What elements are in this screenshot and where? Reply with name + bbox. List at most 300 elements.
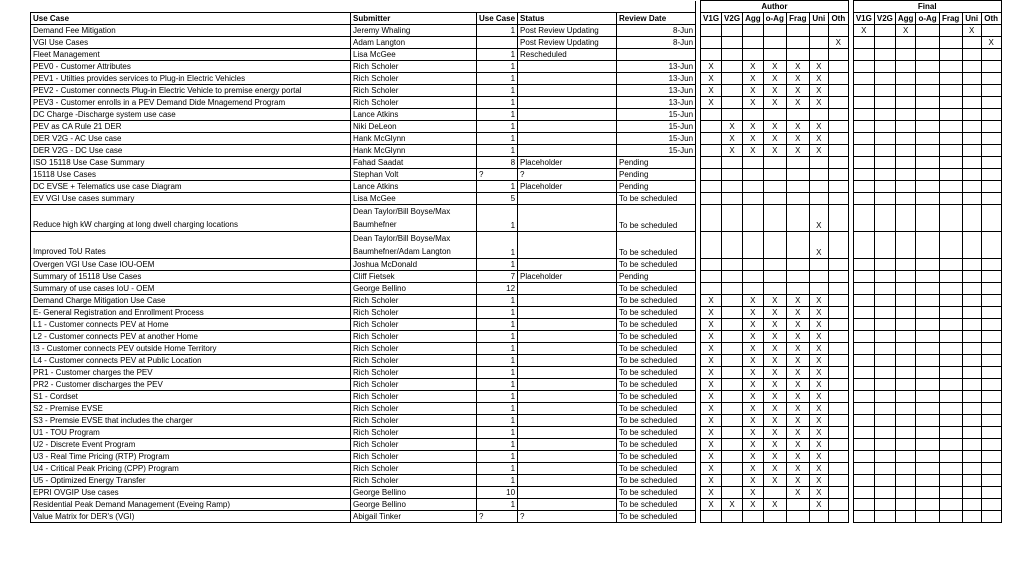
final-mark-cell bbox=[939, 403, 962, 415]
status-cell bbox=[518, 73, 617, 85]
table-row bbox=[31, 331, 1002, 343]
author-mark-cell bbox=[786, 25, 809, 37]
submitter-cell: Rich Scholer bbox=[351, 307, 477, 319]
final-mark-cell bbox=[981, 451, 1001, 463]
review-date-cell bbox=[617, 49, 696, 61]
final-mark-cell bbox=[895, 499, 916, 511]
author-mark-cell: X bbox=[809, 97, 828, 109]
author-mark-cell: X bbox=[763, 331, 786, 343]
final-mark-cell bbox=[895, 121, 916, 133]
author-mark-cell bbox=[809, 259, 828, 271]
final-mark-cell bbox=[874, 451, 895, 463]
final-mark-cell bbox=[874, 295, 895, 307]
final-mark-cell bbox=[874, 271, 895, 283]
submitter-cell: Lance Atkins bbox=[351, 181, 477, 193]
author-mark-cell: X bbox=[743, 367, 764, 379]
table-row bbox=[31, 451, 1002, 463]
author-mark-cell: X bbox=[743, 61, 764, 73]
author-col-header: V2G bbox=[722, 13, 743, 25]
status-cell: Placeholder bbox=[518, 181, 617, 193]
review-date-cell: To be scheduled bbox=[617, 205, 696, 232]
use-case-count-cell: 1 bbox=[477, 499, 518, 511]
author-mark-cell: X bbox=[763, 61, 786, 73]
status-cell bbox=[518, 319, 617, 331]
use-case-count-cell: 1 bbox=[477, 109, 518, 121]
submitter-cell: Joshua McDonald bbox=[351, 259, 477, 271]
author-mark-cell: X bbox=[786, 85, 809, 97]
final-mark-cell bbox=[916, 109, 939, 121]
author-mark-cell: X bbox=[701, 415, 722, 427]
final-mark-cell bbox=[962, 37, 981, 49]
author-mark-cell bbox=[722, 343, 743, 355]
status-cell bbox=[518, 367, 617, 379]
final-mark-cell bbox=[962, 205, 981, 232]
final-mark-cell bbox=[895, 403, 916, 415]
submitter-cell: Rich Scholer bbox=[351, 355, 477, 367]
final-mark-cell bbox=[939, 49, 962, 61]
author-mark-cell bbox=[828, 415, 848, 427]
final-col-header: Frag bbox=[939, 13, 962, 25]
final-mark-cell bbox=[962, 85, 981, 97]
status-cell bbox=[518, 145, 617, 157]
table-row bbox=[31, 145, 1002, 157]
author-mark-cell bbox=[722, 283, 743, 295]
final-mark-cell bbox=[916, 511, 939, 523]
final-mark-cell bbox=[962, 475, 981, 487]
author-col-header: Uni bbox=[809, 13, 828, 25]
final-mark-cell bbox=[981, 427, 1001, 439]
author-mark-cell bbox=[809, 109, 828, 121]
submitter-cell: George Bellino bbox=[351, 487, 477, 499]
final-mark-cell bbox=[939, 463, 962, 475]
author-mark-cell bbox=[743, 271, 764, 283]
author-col-header: Frag bbox=[786, 13, 809, 25]
final-mark-cell bbox=[874, 403, 895, 415]
final-mark-cell bbox=[895, 511, 916, 523]
author-mark-cell: X bbox=[701, 439, 722, 451]
review-date-cell: 8-Jun bbox=[617, 37, 696, 49]
status-header: Status bbox=[518, 13, 617, 25]
final-mark-cell bbox=[962, 487, 981, 499]
final-mark-cell bbox=[853, 193, 874, 205]
author-mark-cell: X bbox=[763, 343, 786, 355]
author-mark-cell bbox=[828, 451, 848, 463]
use-case-cell: EPRI OVGIP Use cases bbox=[31, 487, 351, 499]
use-case-cell: PR2 - Customer discharges the PEV bbox=[31, 379, 351, 391]
author-mark-cell bbox=[828, 121, 848, 133]
author-mark-cell bbox=[828, 427, 848, 439]
table-row bbox=[31, 367, 1002, 379]
author-mark-cell: X bbox=[701, 331, 722, 343]
final-mark-cell bbox=[874, 85, 895, 97]
final-mark-cell bbox=[981, 391, 1001, 403]
use-case-cell: DC Charge -Discharge system use case bbox=[31, 109, 351, 121]
review-date-cell: To be scheduled bbox=[617, 403, 696, 415]
review-date-cell: To be scheduled bbox=[617, 511, 696, 523]
final-mark-cell bbox=[874, 181, 895, 193]
author-mark-cell: X bbox=[786, 403, 809, 415]
author-mark-cell bbox=[809, 157, 828, 169]
final-mark-cell bbox=[939, 157, 962, 169]
final-mark-cell bbox=[895, 49, 916, 61]
author-mark-cell: X bbox=[809, 475, 828, 487]
submitter-cell: Rich Scholer bbox=[351, 451, 477, 463]
final-mark-cell bbox=[853, 343, 874, 355]
submitter-cell: Hank McGlynn bbox=[351, 145, 477, 157]
final-mark-cell bbox=[874, 511, 895, 523]
use-case-count-cell: 1 bbox=[477, 343, 518, 355]
final-mark-cell bbox=[895, 109, 916, 121]
author-mark-cell bbox=[828, 391, 848, 403]
author-mark-cell bbox=[722, 109, 743, 121]
final-mark-cell bbox=[981, 475, 1001, 487]
author-mark-cell: X bbox=[809, 331, 828, 343]
final-mark-cell bbox=[895, 193, 916, 205]
author-mark-cell: X bbox=[743, 439, 764, 451]
final-mark-cell bbox=[916, 25, 939, 37]
author-mark-cell: X bbox=[809, 379, 828, 391]
review-date-cell: To be scheduled bbox=[617, 463, 696, 475]
final-mark-cell bbox=[916, 475, 939, 487]
review-date-cell: 15-Jun bbox=[617, 109, 696, 121]
author-mark-cell: X bbox=[763, 121, 786, 133]
author-mark-cell: X bbox=[701, 307, 722, 319]
author-mark-cell bbox=[743, 205, 764, 232]
author-mark-cell: X bbox=[786, 97, 809, 109]
review-date-cell: To be scheduled bbox=[617, 319, 696, 331]
author-mark-cell: X bbox=[743, 73, 764, 85]
author-mark-cell bbox=[786, 109, 809, 121]
author-mark-cell bbox=[722, 475, 743, 487]
table-row bbox=[31, 415, 1002, 427]
table-row bbox=[31, 133, 1002, 145]
final-mark-cell bbox=[939, 133, 962, 145]
author-mark-cell: X bbox=[743, 133, 764, 145]
author-mark-cell: X bbox=[763, 463, 786, 475]
author-mark-cell: X bbox=[809, 232, 828, 259]
author-mark-cell bbox=[763, 232, 786, 259]
author-mark-cell: X bbox=[701, 61, 722, 73]
use-case-cell: Fleet Management bbox=[31, 49, 351, 61]
author-mark-cell: X bbox=[743, 451, 764, 463]
use-case-count-cell: 1 bbox=[477, 232, 518, 259]
author-mark-cell bbox=[722, 181, 743, 193]
author-mark-cell: X bbox=[701, 451, 722, 463]
author-mark-cell bbox=[828, 487, 848, 499]
final-mark-cell bbox=[939, 232, 962, 259]
final-mark-cell bbox=[874, 319, 895, 331]
author-mark-cell bbox=[701, 259, 722, 271]
final-mark-cell bbox=[939, 193, 962, 205]
submitter-cell: Hank McGlynn bbox=[351, 133, 477, 145]
author-mark-cell bbox=[828, 379, 848, 391]
author-mark-cell: X bbox=[786, 367, 809, 379]
author-mark-cell: X bbox=[701, 475, 722, 487]
status-cell bbox=[518, 355, 617, 367]
status-cell bbox=[518, 451, 617, 463]
final-mark-cell bbox=[939, 367, 962, 379]
final-mark-cell bbox=[874, 463, 895, 475]
author-mark-cell bbox=[828, 73, 848, 85]
author-mark-cell bbox=[701, 145, 722, 157]
final-mark-cell bbox=[895, 355, 916, 367]
final-mark-cell bbox=[853, 439, 874, 451]
author-mark-cell bbox=[743, 25, 764, 37]
author-mark-cell bbox=[828, 157, 848, 169]
author-mark-cell: X bbox=[809, 121, 828, 133]
table-row bbox=[31, 475, 1002, 487]
author-mark-cell: X bbox=[743, 475, 764, 487]
author-mark-cell bbox=[763, 283, 786, 295]
author-mark-cell: X bbox=[722, 499, 743, 511]
author-mark-cell bbox=[828, 295, 848, 307]
final-mark-cell bbox=[962, 319, 981, 331]
author-mark-cell: X bbox=[743, 121, 764, 133]
use-case-cell: Value Matrix for DER's (VGI) bbox=[31, 511, 351, 523]
final-mark-cell bbox=[939, 343, 962, 355]
final-mark-cell bbox=[939, 499, 962, 511]
use-case-cell: PEV3 - Customer enrolls in a PEV Demand Dide Mnagemend Program bbox=[31, 97, 351, 109]
final-mark-cell bbox=[939, 145, 962, 157]
author-mark-cell bbox=[828, 181, 848, 193]
final-col-header: o-Ag bbox=[916, 13, 939, 25]
table-row bbox=[31, 193, 1002, 205]
author-mark-cell bbox=[786, 49, 809, 61]
table-row bbox=[31, 73, 1002, 85]
author-mark-cell: X bbox=[809, 145, 828, 157]
submitter-cell: Rich Scholer bbox=[351, 61, 477, 73]
final-mark-cell bbox=[916, 169, 939, 181]
use-case-table bbox=[30, 0, 1002, 523]
author-mark-cell: X bbox=[763, 355, 786, 367]
author-mark-cell: X bbox=[701, 97, 722, 109]
use-case-cell: DC EVSE + Telematics use case Diagram bbox=[31, 181, 351, 193]
use-case-count-cell: 1 bbox=[477, 463, 518, 475]
final-mark-cell bbox=[939, 85, 962, 97]
use-case-count-cell: 1 bbox=[477, 331, 518, 343]
final-mark-cell bbox=[962, 61, 981, 73]
review-date-cell: To be scheduled bbox=[617, 355, 696, 367]
final-mark-cell bbox=[916, 403, 939, 415]
author-mark-cell bbox=[809, 37, 828, 49]
use-case-cell: S2 - Premise EVSE bbox=[31, 403, 351, 415]
author-col-header: Agg bbox=[743, 13, 764, 25]
status-cell bbox=[518, 379, 617, 391]
use-case-count-cell: 1 bbox=[477, 319, 518, 331]
final-mark-cell bbox=[853, 49, 874, 61]
final-mark-cell bbox=[853, 355, 874, 367]
submitter-cell: Dean Taylor/Bill Boyse/Max Baumhefner bbox=[351, 205, 477, 232]
author-mark-cell: X bbox=[786, 121, 809, 133]
final-mark-cell bbox=[895, 283, 916, 295]
final-mark-cell bbox=[853, 295, 874, 307]
table-row bbox=[31, 259, 1002, 271]
use-case-cell: Demand Charge Mitigation Use Case bbox=[31, 295, 351, 307]
final-mark-cell bbox=[916, 331, 939, 343]
use-case-count-cell: 1 bbox=[477, 259, 518, 271]
use-case-cell: L1 - Customer connects PEV at Home bbox=[31, 319, 351, 331]
author-mark-cell bbox=[722, 37, 743, 49]
author-mark-cell bbox=[828, 232, 848, 259]
author-mark-cell: X bbox=[786, 427, 809, 439]
author-mark-cell: X bbox=[763, 403, 786, 415]
author-mark-cell bbox=[786, 181, 809, 193]
author-mark-cell: X bbox=[786, 145, 809, 157]
final-mark-cell bbox=[916, 499, 939, 511]
review-date-cell: To be scheduled bbox=[617, 475, 696, 487]
final-mark-cell bbox=[853, 169, 874, 181]
status-cell bbox=[518, 331, 617, 343]
final-mark-cell: X bbox=[981, 37, 1001, 49]
author-mark-cell bbox=[786, 157, 809, 169]
use-case-cell: VGI Use Cases bbox=[31, 37, 351, 49]
final-mark-cell bbox=[981, 463, 1001, 475]
final-mark-cell bbox=[962, 181, 981, 193]
author-mark-cell bbox=[722, 451, 743, 463]
final-mark-cell bbox=[916, 193, 939, 205]
final-mark-cell bbox=[939, 73, 962, 85]
author-mark-cell: X bbox=[786, 355, 809, 367]
final-mark-cell bbox=[874, 97, 895, 109]
final-mark-cell bbox=[981, 205, 1001, 232]
author-mark-cell bbox=[828, 463, 848, 475]
review-date-cell: 13-Jun bbox=[617, 73, 696, 85]
use-case-cell: PEV2 - Customer connects Plug-in Electric Vehicle to premise energy portal bbox=[31, 85, 351, 97]
status-cell bbox=[518, 499, 617, 511]
author-mark-cell bbox=[701, 49, 722, 61]
author-mark-cell bbox=[763, 205, 786, 232]
author-mark-cell: X bbox=[763, 307, 786, 319]
author-mark-cell bbox=[722, 97, 743, 109]
author-mark-cell bbox=[722, 205, 743, 232]
final-mark-cell bbox=[853, 133, 874, 145]
table-row bbox=[31, 283, 1002, 295]
final-mark-cell bbox=[962, 109, 981, 121]
use-case-count-cell: 1 bbox=[477, 133, 518, 145]
final-mark-cell bbox=[874, 205, 895, 232]
review-date-cell: 13-Jun bbox=[617, 61, 696, 73]
final-mark-cell bbox=[962, 331, 981, 343]
author-mark-cell: X bbox=[786, 343, 809, 355]
final-mark-cell bbox=[962, 463, 981, 475]
final-mark-cell bbox=[939, 511, 962, 523]
author-mark-cell: X bbox=[763, 73, 786, 85]
final-mark-cell bbox=[874, 307, 895, 319]
submitter-cell: Rich Scholer bbox=[351, 415, 477, 427]
author-mark-cell bbox=[743, 181, 764, 193]
use-case-count-cell: 1 bbox=[477, 403, 518, 415]
final-mark-cell bbox=[939, 331, 962, 343]
review-date-cell: 15-Jun bbox=[617, 121, 696, 133]
author-mark-cell bbox=[722, 319, 743, 331]
author-mark-cell bbox=[828, 355, 848, 367]
use-case-count-cell: 1 bbox=[477, 391, 518, 403]
final-mark-cell bbox=[853, 85, 874, 97]
submitter-cell: Jeremy Whaling bbox=[351, 25, 477, 37]
author-mark-cell: X bbox=[743, 427, 764, 439]
final-mark-cell bbox=[874, 49, 895, 61]
author-mark-cell: X bbox=[743, 145, 764, 157]
status-cell bbox=[518, 475, 617, 487]
final-mark-cell bbox=[895, 307, 916, 319]
author-mark-cell: X bbox=[786, 133, 809, 145]
final-mark-cell bbox=[874, 109, 895, 121]
final-mark-cell bbox=[874, 157, 895, 169]
author-mark-cell bbox=[701, 25, 722, 37]
author-mark-cell bbox=[809, 511, 828, 523]
final-mark-cell bbox=[916, 439, 939, 451]
author-mark-cell: X bbox=[809, 343, 828, 355]
use-case-count-cell: 1 bbox=[477, 415, 518, 427]
author-mark-cell bbox=[828, 193, 848, 205]
author-col-header: Oth bbox=[828, 13, 848, 25]
final-mark-cell bbox=[962, 499, 981, 511]
final-mark-cell bbox=[874, 367, 895, 379]
author-mark-cell bbox=[701, 205, 722, 232]
review-date-cell: To be scheduled bbox=[617, 295, 696, 307]
final-mark-cell bbox=[874, 121, 895, 133]
final-mark-cell bbox=[981, 259, 1001, 271]
use-case-cell: L2 - Customer connects PEV at another Home bbox=[31, 331, 351, 343]
final-mark-cell bbox=[874, 439, 895, 451]
author-mark-cell bbox=[786, 499, 809, 511]
author-mark-cell bbox=[743, 157, 764, 169]
final-mark-cell bbox=[916, 61, 939, 73]
final-mark-cell bbox=[895, 367, 916, 379]
submitter-cell: Stephan Volt bbox=[351, 169, 477, 181]
final-mark-cell bbox=[916, 232, 939, 259]
status-cell bbox=[518, 232, 617, 259]
use-case-cell: ISO 15118 Use Case Summary bbox=[31, 157, 351, 169]
submitter-cell: Rich Scholer bbox=[351, 331, 477, 343]
author-mark-cell bbox=[743, 49, 764, 61]
author-mark-cell: X bbox=[786, 415, 809, 427]
author-mark-cell bbox=[701, 181, 722, 193]
author-mark-cell: X bbox=[809, 85, 828, 97]
final-mark-cell bbox=[981, 403, 1001, 415]
author-mark-cell: X bbox=[809, 295, 828, 307]
review-date-cell: To be scheduled bbox=[617, 427, 696, 439]
final-mark-cell bbox=[853, 283, 874, 295]
final-mark-cell bbox=[853, 379, 874, 391]
author-mark-cell: X bbox=[809, 61, 828, 73]
submitter-cell: Fahad Saadat bbox=[351, 157, 477, 169]
author-mark-cell bbox=[786, 193, 809, 205]
final-mark-cell bbox=[962, 511, 981, 523]
final-mark-cell bbox=[981, 439, 1001, 451]
final-mark-cell bbox=[939, 271, 962, 283]
author-mark-cell bbox=[828, 439, 848, 451]
final-mark-cell bbox=[962, 232, 981, 259]
use-case-cell: PEV as CA Rule 21 DER bbox=[31, 121, 351, 133]
author-mark-cell bbox=[743, 37, 764, 49]
final-mark-cell bbox=[916, 85, 939, 97]
author-mark-cell: X bbox=[809, 499, 828, 511]
author-mark-cell bbox=[743, 169, 764, 181]
final-mark-cell bbox=[939, 355, 962, 367]
submitter-cell: Rich Scholer bbox=[351, 319, 477, 331]
final-mark-cell bbox=[981, 133, 1001, 145]
author-mark-cell bbox=[763, 25, 786, 37]
final-mark-cell bbox=[916, 73, 939, 85]
author-mark-cell bbox=[828, 367, 848, 379]
review-date-cell: To be scheduled bbox=[617, 415, 696, 427]
review-date-cell: To be scheduled bbox=[617, 439, 696, 451]
submitter-cell: Rich Scholer bbox=[351, 97, 477, 109]
author-mark-cell bbox=[809, 181, 828, 193]
author-mark-cell bbox=[722, 355, 743, 367]
author-mark-cell: X bbox=[786, 379, 809, 391]
